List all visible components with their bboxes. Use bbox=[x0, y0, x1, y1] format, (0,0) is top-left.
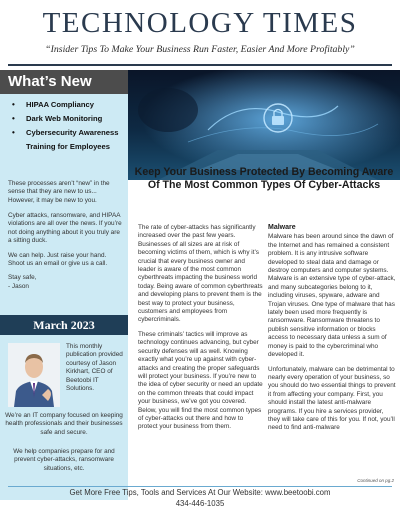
masthead-divider bbox=[8, 64, 392, 66]
prepare-text: We help companies prepare for and prevent cyber-attacks, ransomware situations, etc. bbox=[13, 448, 115, 472]
article-column-right bbox=[268, 224, 396, 439]
sidebar-paragraph: We can help. Just raise your hand. Shoot us an email or give us a call. bbox=[8, 252, 108, 268]
article-headline: Keep Your Business Protected By Becoming Aware Of The Most Common Types Of Cyber-Attacks bbox=[134, 166, 394, 191]
signature: - Jason bbox=[8, 283, 29, 290]
article-paragraph: These criminals’ tactics will improve as technology continues advancing, but cyber security defenses will as well. Knowing exactly what you’re up against with cyber-attacks and creating the proper safeguards will protect your business. If you’re new to the idea of cyber security or need an update on the common threats that could impact your business, we’ve got you covered. Below, you will find the most common types of cyber-attacks out there and how to protect your business from them. bbox=[138, 330, 263, 431]
footer-divider bbox=[8, 486, 392, 487]
month-band bbox=[0, 315, 128, 335]
courtesy-text: This monthly publication provided courtesy of Jason Kirkhart, CEO of Beetoobi IT Solutions. bbox=[66, 343, 123, 393]
sidebar-paragraph: Cyber attacks, ransomware, and HIPAA violations are all over the news. If you’re not doing anything about it you truly are a sitting duck. bbox=[8, 212, 122, 245]
whats-new-header bbox=[0, 70, 128, 94]
hero-image bbox=[128, 70, 400, 180]
sidebar bbox=[0, 70, 128, 500]
article-paragraph: Unfortunately, malware can be detrimental to nearly every operation of your business, so you should do two essential things to prevent it from affecting your company. First, you should install the latest anti-malware programs. If you hire a services provider, they will take care of this for you. If not, you’ll need to find anti-malware bbox=[268, 365, 396, 432]
malware-heading: Malware bbox=[268, 224, 296, 231]
sidebar-paragraph: These processes aren’t “new” in the sense that they are new to us... However, it may be new to you. bbox=[8, 180, 110, 204]
list-item: • Dark Web Monitoring bbox=[0, 112, 128, 126]
continued-note: Continued on pg.2 bbox=[357, 478, 394, 483]
whats-new-list bbox=[0, 98, 128, 154]
list-item: • Cybersecurity Awareness Training for Employees bbox=[0, 126, 128, 154]
list-item: • HIPAA Compliancy bbox=[0, 98, 128, 112]
newsletter-title: TECHNOLOGY TIMES bbox=[42, 7, 358, 39]
footer-phone: 434-446-1035 bbox=[175, 499, 225, 508]
newsletter-tagline: “Insider Tips To Make Your Business Run Faster, Easier And More Profitably” bbox=[45, 44, 355, 55]
masthead bbox=[0, 0, 400, 70]
whats-new-title: What’s New bbox=[8, 73, 92, 90]
issue-month: March 2023 bbox=[33, 318, 95, 332]
about-text: We’re an IT company focused on keeping health professionals and their businesses safe and secure. bbox=[5, 412, 123, 436]
footer-website-line: Get More Free Tips, Tools and Services At Our Website: www.beetoobi.com bbox=[69, 488, 331, 497]
article-paragraph: Malware has been around since the dawn of the Internet and has remained a consistent problem. It is any intrusive software developed to steal data and damage or destroy computers and computer systems. Malware is an extensive type of cyber-attack, and many subcategories belong to it, including viruses, spyware, adware and Trojan viruses. One type of malware that has lately been used more frequently is ransomware. Ransomware threatens to publish sensitive information or blocks access to necessary data unless a sum of money is paid to the cybercriminal who developed it. bbox=[268, 233, 396, 359]
article-paragraph: The rate of cyber-attacks has significantly increased over the past few years. Businesses of all sizes are at risk of becoming victims of them, which is why it’s crucial that every business owner and leader is aware of the most common cyberthreats impacting the business world today. Being aware of common cyberthreats and developing plans to prevent them is the best way to protect your business, customers and employees from cybercriminals. bbox=[138, 224, 263, 324]
author-photo bbox=[8, 343, 60, 407]
sign-off: Stay safe, bbox=[8, 274, 37, 281]
article-column-left bbox=[138, 224, 264, 438]
